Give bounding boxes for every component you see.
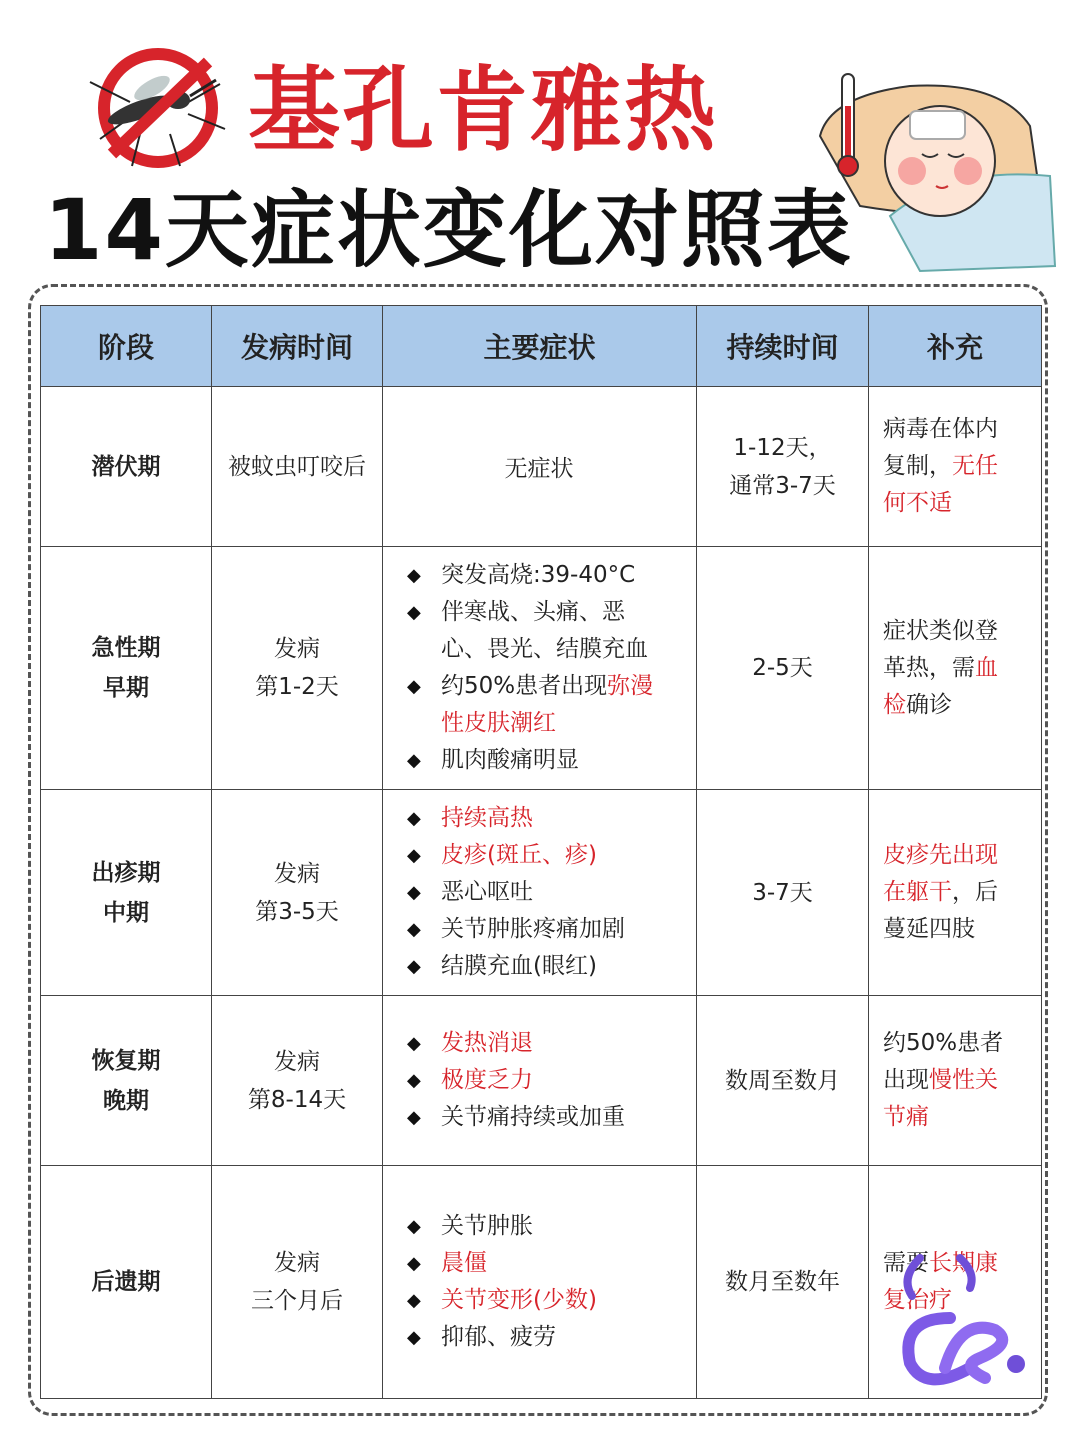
- text-segment: 抑郁、疲劳: [441, 1324, 556, 1350]
- diamond-bullet-icon: ◆: [407, 565, 421, 586]
- onset-label: 第1-2天: [255, 674, 339, 700]
- text-segment: 关节变形(少数): [441, 1287, 597, 1313]
- note-line: [883, 411, 1040, 448]
- page-title: 基孔肯雅热: [248, 57, 719, 164]
- symptoms-cell: [383, 1166, 697, 1399]
- table-row: [41, 790, 1042, 996]
- text-segment: 革热，需: [883, 654, 975, 681]
- note-line: [883, 687, 1040, 724]
- text-segment: 结膜充血(眼红): [441, 953, 597, 979]
- text-segment: 心、畏光、结膜充血: [441, 636, 648, 662]
- list-item: [405, 742, 695, 779]
- note-cell: [869, 996, 1042, 1166]
- header-duration: 持续时间: [697, 306, 869, 387]
- text-segment: 蔓延四肢: [883, 916, 975, 942]
- text-segment: 恶心呕吐: [441, 879, 533, 905]
- text-segment: 确诊: [906, 691, 952, 718]
- duration-cell: [697, 1166, 869, 1399]
- onset-label: 发病: [274, 860, 320, 887]
- text-segment: 皮疹先出现: [883, 842, 998, 868]
- list-item: [405, 1319, 695, 1356]
- text-segment: 出现: [883, 1067, 929, 1093]
- onset-label: 发病: [274, 1250, 320, 1276]
- duration-label: 3-7天: [752, 879, 813, 906]
- text-segment: 突发高烧:39-40°C: [441, 562, 636, 588]
- diamond-bullet-icon: ◆: [407, 956, 421, 977]
- duration-label: 2-5天: [752, 655, 813, 681]
- header-stage: 阶段: [41, 306, 212, 387]
- text-segment: 需要: [883, 1250, 929, 1276]
- stage-label: 潜伏期: [91, 453, 161, 480]
- onset-label: 被蚊虫叮咬后: [228, 453, 366, 480]
- diamond-bullet-icon: ◆: [407, 1290, 421, 1311]
- list-item: [405, 911, 695, 948]
- diamond-bullet-icon: ◆: [407, 808, 421, 829]
- text-segment: 持续高热: [441, 805, 533, 831]
- text-segment: 症状类似登: [883, 617, 998, 644]
- diamond-bullet-icon: ◆: [407, 919, 421, 940]
- note-line: [883, 1062, 1040, 1099]
- symptoms-cell: [383, 790, 697, 996]
- list-item: [405, 705, 695, 742]
- list-item: [405, 1208, 695, 1245]
- header-note: 补充: [869, 306, 1042, 387]
- onset-cell: [212, 547, 383, 790]
- text-segment: 节痛: [883, 1104, 929, 1130]
- text-segment: 在躯干: [883, 879, 952, 905]
- stage-label: 早期: [103, 675, 149, 701]
- text-segment: 晨僵: [441, 1250, 487, 1276]
- symptom-list: [405, 557, 695, 779]
- onset-label: 第8-14天: [247, 1086, 347, 1113]
- text-segment: 检: [883, 691, 906, 718]
- text-segment: 复治疗: [883, 1287, 952, 1313]
- list-item: [405, 594, 695, 631]
- diamond-bullet-icon: ◆: [407, 750, 421, 771]
- diamond-bullet-icon: ◆: [407, 1327, 421, 1348]
- diamond-bullet-icon: ◆: [407, 1070, 421, 1091]
- diamond-bullet-icon: ◆: [407, 1107, 421, 1128]
- note-line: [883, 1099, 1040, 1136]
- text-segment: 血: [975, 654, 998, 681]
- onset-label: 第3-5天: [255, 898, 339, 925]
- diamond-bullet-icon: ◆: [407, 882, 421, 903]
- symptoms-cell: [383, 996, 697, 1166]
- note-cell: [869, 547, 1042, 790]
- diamond-bullet-icon: ◆: [407, 1253, 421, 1274]
- list-item: [405, 668, 695, 705]
- text-segment: 发热消退: [441, 1030, 533, 1056]
- duration-label: 1-12天，: [733, 434, 832, 461]
- symptom-list: [405, 1208, 695, 1356]
- note-line: [883, 911, 1040, 948]
- note-line: [883, 874, 1040, 911]
- note-line: [883, 485, 1040, 522]
- text-segment: 肌肉酸痛明显: [441, 747, 579, 773]
- table-header-row: [41, 306, 1042, 387]
- duration-cell: [697, 996, 869, 1166]
- diamond-bullet-icon: ◆: [407, 845, 421, 866]
- duration-label: 通常3-7天: [729, 472, 836, 499]
- stage-label: 急性期: [91, 635, 161, 661]
- text-segment: 伴寒战、头痛、恶: [441, 599, 625, 625]
- header-symptoms: 主要症状: [383, 306, 697, 387]
- stage-label: 中期: [103, 899, 149, 926]
- text-segment: 极度乏力: [441, 1067, 533, 1093]
- list-item: [405, 948, 695, 985]
- text-segment: 长期康: [929, 1250, 998, 1276]
- stage-cell: [41, 387, 212, 547]
- duration-label: 数月至数年: [725, 1269, 840, 1295]
- stage-cell: [41, 547, 212, 790]
- header-onset: 发病时间: [212, 306, 383, 387]
- watermark-logo: [890, 1218, 1040, 1398]
- symptoms-cell: [383, 547, 697, 790]
- table-row: [41, 547, 1042, 790]
- duration-label: 数周至数月: [725, 1067, 840, 1094]
- list-item: [405, 800, 695, 837]
- list-item: [405, 837, 695, 874]
- note-line: [883, 1025, 1040, 1062]
- stage-label: 后遗期: [91, 1269, 161, 1295]
- onset-label: 三个月后: [251, 1288, 343, 1314]
- stage-cell: [41, 996, 212, 1166]
- text-segment: 皮疹(斑丘、疹): [441, 842, 597, 868]
- text-segment: 性皮肤潮红: [441, 710, 556, 736]
- stage-cell: [41, 1166, 212, 1399]
- list-item: [405, 1099, 695, 1136]
- list-item: [405, 1025, 695, 1062]
- sick-baby-illustration: [800, 56, 1060, 276]
- symptom-list: [405, 1025, 695, 1136]
- note-cell: [869, 387, 1042, 547]
- symptom-list: [405, 800, 695, 985]
- duration-cell: [697, 790, 869, 996]
- text-segment: 关节肿胀: [441, 1213, 533, 1239]
- stage-label: 恢复期: [91, 1047, 161, 1074]
- list-item: [405, 1282, 695, 1319]
- text-segment: 约50%患者出现: [441, 673, 608, 699]
- text-segment: ，后: [952, 879, 998, 905]
- text-segment: 约50%患者: [883, 1030, 1004, 1056]
- onset-label: 发病: [274, 1048, 320, 1075]
- stage-cell: [41, 790, 212, 996]
- no-mosquito-icon: [70, 44, 230, 174]
- diamond-bullet-icon: ◆: [407, 1216, 421, 1237]
- onset-cell: [212, 387, 383, 547]
- note-line: [883, 613, 1040, 650]
- list-item: [405, 1245, 695, 1282]
- text-segment: 复制，: [883, 453, 952, 479]
- note-cell: [869, 790, 1042, 996]
- diamond-bullet-icon: ◆: [407, 1033, 421, 1054]
- symptoms-cell: 无症状: [383, 387, 697, 547]
- note-line: [883, 650, 1040, 687]
- duration-cell: [697, 547, 869, 790]
- diamond-bullet-icon: ◆: [407, 602, 421, 623]
- duration-cell: [697, 387, 869, 547]
- onset-label: 发病: [274, 636, 320, 662]
- stage-label: 出疹期: [91, 859, 161, 886]
- note-line: [883, 448, 1040, 485]
- text-segment: 病毒在体内: [883, 416, 998, 442]
- page-header: [0, 0, 1080, 290]
- onset-cell: [212, 1166, 383, 1399]
- text-segment: 关节痛持续或加重: [441, 1104, 625, 1130]
- onset-cell: [212, 790, 383, 996]
- table-row: [41, 996, 1042, 1166]
- page-subtitle: 14天症状变化对照表: [44, 181, 853, 279]
- text-segment: 关节肿胀疼痛加剧: [441, 916, 625, 942]
- text-segment: 何不适: [883, 490, 952, 516]
- stage-label: 晚期: [103, 1087, 149, 1114]
- list-item: [405, 874, 695, 911]
- text-segment: 弥漫: [607, 673, 654, 699]
- note-line: [883, 837, 1040, 874]
- table-row: [41, 387, 1042, 547]
- list-item: [405, 631, 695, 668]
- text-segment: 慢性关: [929, 1067, 998, 1093]
- onset-cell: [212, 996, 383, 1166]
- list-item: [405, 1062, 695, 1099]
- diamond-bullet-icon: ◆: [407, 676, 421, 697]
- text-segment: 无任: [952, 453, 998, 479]
- list-item: [405, 557, 695, 594]
